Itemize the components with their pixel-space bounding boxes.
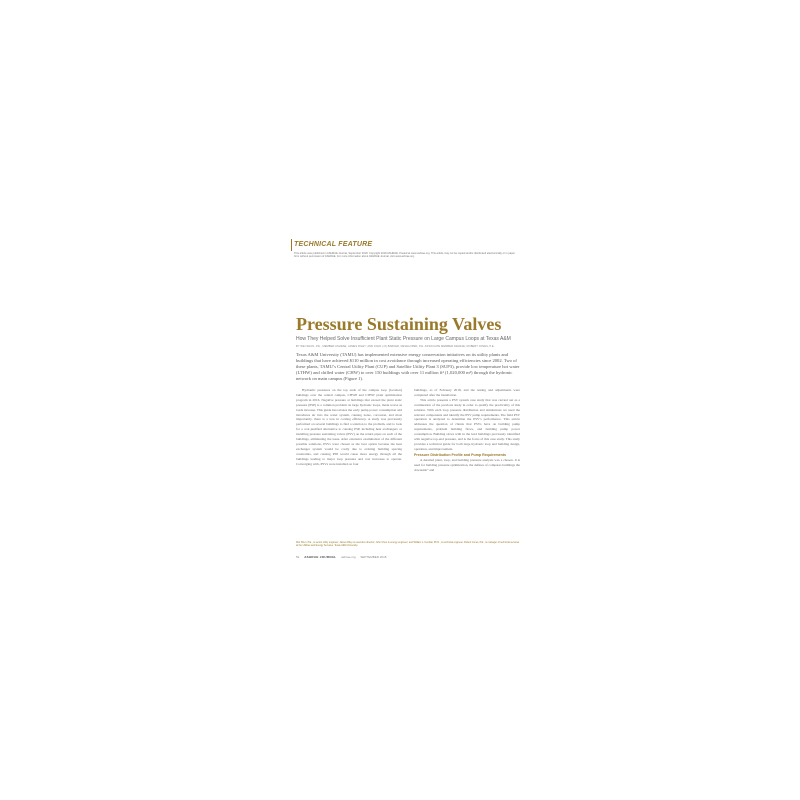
page-number: 52 — [296, 555, 300, 559]
journal-site: ashrae.org — [341, 555, 356, 559]
page-footer — [296, 555, 520, 560]
body-column-right — [414, 388, 520, 473]
section-rule — [291, 239, 292, 251]
section-subhead: Pressure Distribution Profile and Pump Requirements — [414, 452, 507, 457]
copyright-notice: This article was published in ASHRAE Journal, September 2018. Copyright 2018 ASHRAE. Posted at www.ashrae.org. This article may not be copied and/or distributed electronically or in paper form without permission of ASHRAE. For more information about ASHRAE Journal, visit www.ashrae.org. — [294, 252, 515, 259]
body-column-left — [296, 388, 402, 467]
section-label: TECHNICAL FEATURE — [294, 241, 373, 248]
article-subtitle: How They Helped Solve Insufficient Plant Static Pressure on Large Campus Loops at Texas A&M — [296, 336, 511, 342]
journal-name: ASHRAE JOURNAL — [304, 555, 337, 559]
body-paragraph: Hydraulic pressures on the top ends of the campus loop (location) buildings over the central campus, CHWP and LTHW plant optimization program in 2016. Negative pressure at buildings that exceed the plant static pressure (PSP) is a common problem on large hydronic loops, made worse as loads increase. This guide has relaxes the early pump power consumption and introduces air into the water system, causing noise, corrosion, and most importantly, there is a loss in cooling efficiency. A study was previously performed on several buildings to find a solution to the problem, and to look for a cost-justified alternative to causing PSP, including heat exchangers or installing pressure sustaining valves (PSV) on the return pipes on each of the buildings, eliminating the issue. After extensive examination of the different possible solutions, PSVs were chosen as the best option because the heat exchanger system would be costly due to existing building spacing constraints, and causing PSP would cause more energy through all the buildings leading to major loop pressure and cost increases to operate. Converging with, PSVs were installed on four — [296, 388, 402, 466]
author-footnote: Wei Shun, P.E., is senior utility engineer; James Riley is executive director; John Chen is energy engineer; and William L. Kendall, Ph.D., is technical engineer. Robert Jones, P.E., is manager of technical services at the Utilities and Energy Services, Texas A&M University. — [296, 541, 520, 547]
body-paragraph: This article presents a PSV system case study that was carried out as a continuation of the previous study in order to qualify the practicality of this solution. With each loop pressure distribution and simulations we used the relevant components and identify the PSV pump requirements. The field PSV operation is analyzed to determine the PSV’s performance. This article addresses the question of clients that PSVs have on building pump requirements, problem building flows, and building pump power consumption. Building slows with in the lead buildings previously identified with negative top-end pressure, and is the focus of this case study. This study provides a technical guide for both large hydronic loop and building design, operation, and improvement. — [414, 397, 520, 451]
article-lede: Texas A&M University (TAMU) has implemented extensive energy conservation initiatives on its utility plants and buildings that have achieved $110 million in cost avoidance through increased operating efficiencies since 2002. Two of these plants, TAMU’s Central Utility Plant (CUP) and Satellite Utility Plant 3 (SUP3), provide low temperature hot water (LTHW) and chilled water (CHW) to over 150 buildings with over 11 million ft² (1,020,000 m²) through the hydronic network on main campus (Figure 1). — [296, 352, 520, 381]
body-paragraph: A detailed plant, loop, and building pressure analysis was a chosen. It is used for building pressure optimization, the defines of compares buildings the downside” and — [414, 457, 520, 472]
issue-date: SEPTEMBER 2018 — [360, 555, 387, 559]
article-title: Pressure Sustaining Valves — [296, 314, 502, 334]
body-paragraph: buildings, as of February 2018, and the testing and adjustments were completed after the installation. — [414, 388, 520, 397]
article-byline: BY WEI SHUN, P.E., MEMBER ASHRAE; JAMES RILEY; AND JOHN (JJ) BARKER, DEVELOPED, P.E. ASSOCIATE MEMBER ASHRAE; ROBERT JONES, P.E. — [296, 345, 495, 348]
